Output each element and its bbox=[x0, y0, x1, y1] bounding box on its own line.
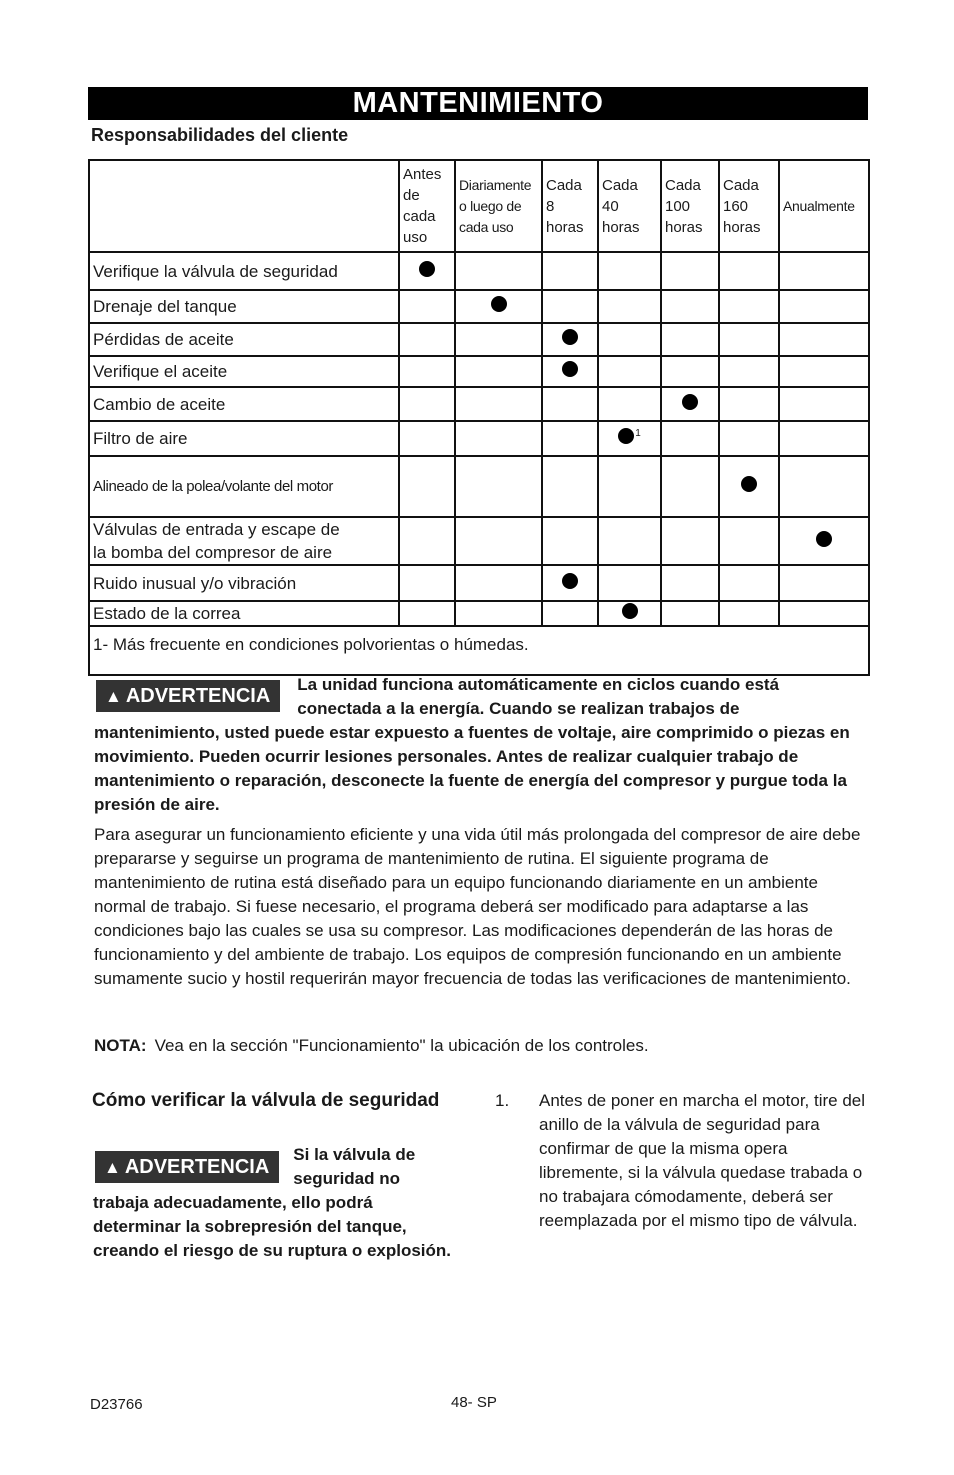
schedule-cell bbox=[598, 565, 661, 601]
schedule-cell bbox=[719, 290, 779, 323]
schedule-cell bbox=[719, 456, 779, 517]
schedule-mark-dot bbox=[562, 573, 578, 589]
table-row bbox=[89, 565, 869, 601]
schedule-cell bbox=[661, 565, 719, 601]
table-row bbox=[89, 252, 869, 290]
schedule-cell bbox=[779, 456, 869, 517]
schedule-cell bbox=[542, 565, 598, 601]
column-header-line: 8 bbox=[546, 197, 555, 215]
column-header-line: Cada bbox=[602, 176, 638, 194]
schedule-cell bbox=[455, 290, 542, 323]
column-header-line: 100 bbox=[665, 197, 691, 215]
schedule-cell bbox=[661, 252, 719, 290]
schedule-cell bbox=[542, 356, 598, 387]
schedule-cell bbox=[455, 323, 542, 356]
table-row bbox=[89, 356, 869, 387]
column-header bbox=[779, 160, 869, 252]
column-header bbox=[598, 160, 661, 252]
warning-badge: ▲ ADVERTENCIA bbox=[96, 680, 280, 712]
schedule-mark-dot bbox=[419, 261, 435, 277]
column-header-line: horas bbox=[546, 218, 584, 236]
column-header-line: horas bbox=[723, 218, 761, 236]
column-header-line: 40 bbox=[602, 197, 619, 215]
warning-triangle-icon: ▲ bbox=[104, 1158, 121, 1177]
schedule-cell bbox=[598, 323, 661, 356]
column-header-line: horas bbox=[665, 218, 703, 236]
schedule-cell bbox=[399, 252, 455, 290]
schedule-cell bbox=[542, 387, 598, 421]
column-header bbox=[719, 160, 779, 252]
schedule-cell bbox=[542, 601, 598, 626]
schedule-cell bbox=[719, 517, 779, 565]
note-label: NOTA: bbox=[94, 1036, 147, 1055]
step-text: Antes de poner en marcha el motor, tire del anillo de la válvula de seguridad para confirmar de que la misma opera libremente, si la válvula quedase trabada o no trabajara cómodamente, deberá ser reemplazada por el mismo tipo de válvula. bbox=[539, 1091, 866, 1230]
schedule-mark-dot bbox=[816, 531, 832, 547]
schedule-cell bbox=[455, 456, 542, 517]
column-header-line: cada uso bbox=[459, 218, 514, 235]
table-row bbox=[89, 290, 869, 323]
column-header bbox=[455, 160, 542, 252]
column-header-line: Anualmente bbox=[783, 197, 855, 214]
schedule-cell bbox=[661, 517, 719, 565]
maintenance-schedule-table bbox=[88, 159, 870, 676]
schedule-cell bbox=[598, 517, 661, 565]
valve-check-heading: Cómo verificar la válvula de seguridad bbox=[92, 1090, 440, 1111]
footnote-marker: 1 bbox=[635, 428, 641, 439]
document-code: D23766 bbox=[90, 1396, 143, 1413]
schedule-cell bbox=[399, 601, 455, 626]
schedule-cell bbox=[399, 323, 455, 356]
warning-safety-valve bbox=[93, 1143, 453, 1263]
note bbox=[94, 1036, 649, 1056]
table-row bbox=[89, 421, 869, 456]
schedule-cell bbox=[598, 252, 661, 290]
schedule-cell bbox=[542, 252, 598, 290]
task-label: Verifique el aceite bbox=[89, 356, 399, 387]
schedule-cell bbox=[598, 421, 661, 456]
schedule-cell bbox=[399, 356, 455, 387]
column-header-line: o luego de bbox=[459, 197, 522, 214]
schedule-cell bbox=[779, 565, 869, 601]
table-row bbox=[89, 456, 869, 517]
schedule-cell bbox=[455, 565, 542, 601]
page-title: MANTENIMIENTO bbox=[88, 87, 868, 120]
column-header bbox=[399, 160, 455, 252]
responsibilities-heading: Responsabilidades del cliente bbox=[91, 125, 349, 145]
schedule-cell bbox=[779, 387, 869, 421]
column-header-line: de bbox=[403, 187, 420, 204]
schedule-cell bbox=[598, 356, 661, 387]
schedule-cell bbox=[542, 456, 598, 517]
schedule-cell bbox=[598, 290, 661, 323]
schedule-cell bbox=[455, 356, 542, 387]
task-label: Ruido inusual y/o vibración bbox=[89, 565, 399, 601]
column-header-line: Cada bbox=[723, 176, 759, 194]
warning-text: Si la válvula de seguridad no trabaja adecuadamente, ello podrá determinar la sobrepresión del tanque, creando el riesgo de su ruptura o explosión. bbox=[93, 1145, 452, 1260]
table-footnote-row bbox=[89, 626, 869, 675]
schedule-cell bbox=[399, 565, 455, 601]
schedule-cell bbox=[661, 290, 719, 323]
schedule-cell bbox=[719, 387, 779, 421]
column-header-line: Antes bbox=[403, 166, 442, 183]
maintenance-paragraph: Para asegurar un funcionamiento eficiente y una vida útil más prolongada del compresor de aire debe prepararse y seguirse un programa de mantenimiento de rutina. El siguiente programa de mantenimiento de rutina está diseñado para un equipo funcionando diariamente en un ambiente normal de trabajo. Si fuese necesario, el programa deberá ser modificado para adaptarse a las condiciones bajo las cuales se usa su compresor. Las modificaciones dependerán de las horas de funcionamiento y del ambiente de trabajo. Los equipos de compresión funcionando en un ambiente sumamente sucio y hostil requerirán mayor frecuencia de todas las verificaciones de mantenimiento. bbox=[94, 825, 861, 988]
table-row bbox=[89, 517, 869, 565]
task-label bbox=[89, 517, 399, 565]
schedule-cell bbox=[779, 356, 869, 387]
schedule-cell bbox=[661, 456, 719, 517]
step-number: 1. bbox=[495, 1091, 510, 1110]
schedule-cell bbox=[719, 421, 779, 456]
schedule-cell bbox=[542, 290, 598, 323]
header-empty-cell bbox=[89, 160, 399, 252]
schedule-cell bbox=[399, 421, 455, 456]
schedule-cell bbox=[661, 356, 719, 387]
valve-step-1 bbox=[495, 1089, 875, 1233]
schedule-cell bbox=[455, 387, 542, 421]
column-header-line: horas bbox=[602, 218, 640, 236]
schedule-cell bbox=[399, 290, 455, 323]
page-number: 48- SP bbox=[451, 1394, 497, 1411]
column-header-line: cada bbox=[403, 208, 436, 225]
schedule-cell bbox=[542, 517, 598, 565]
task-label: Pérdidas de aceite bbox=[89, 323, 399, 356]
column-header bbox=[542, 160, 598, 252]
note-text: Vea en la sección "Funcionamiento" la ubicación de los controles. bbox=[154, 1036, 649, 1055]
schedule-cell bbox=[661, 601, 719, 626]
task-label: Drenaje del tanque bbox=[89, 290, 399, 323]
schedule-cell bbox=[399, 456, 455, 517]
task-label-line: Válvulas de entrada y escape de bbox=[93, 520, 340, 539]
schedule-mark-dot bbox=[562, 361, 578, 377]
task-label: Verifique la válvula de seguridad bbox=[89, 252, 399, 290]
schedule-cell bbox=[661, 387, 719, 421]
warning-automatic-operation bbox=[94, 673, 864, 817]
column-header-line: uso bbox=[403, 229, 428, 246]
column-header-line: 160 bbox=[723, 197, 749, 215]
task-label-line: la bomba del compresor de aire bbox=[93, 543, 333, 562]
schedule-cell bbox=[542, 421, 598, 456]
schedule-cell bbox=[455, 517, 542, 565]
table-row bbox=[89, 323, 869, 356]
schedule-cell bbox=[399, 387, 455, 421]
schedule-cell bbox=[719, 323, 779, 356]
schedule-cell bbox=[399, 517, 455, 565]
table-row bbox=[89, 387, 869, 421]
schedule-cell bbox=[455, 421, 542, 456]
task-label: Filtro de aire bbox=[89, 421, 399, 456]
schedule-cell bbox=[455, 252, 542, 290]
warning-triangle-icon: ▲ bbox=[105, 687, 122, 706]
schedule-cell bbox=[779, 517, 869, 565]
schedule-cell bbox=[719, 356, 779, 387]
schedule-cell bbox=[779, 601, 869, 626]
column-header-line: Cada bbox=[665, 176, 701, 194]
schedule-cell bbox=[719, 252, 779, 290]
schedule-cell bbox=[719, 601, 779, 626]
schedule-mark-dot bbox=[491, 296, 507, 312]
column-header bbox=[661, 160, 719, 252]
schedule-cell bbox=[455, 601, 542, 626]
task-label: Estado de la correa bbox=[89, 601, 399, 626]
schedule-mark-dot bbox=[682, 394, 698, 410]
warning-text: La unidad funciona automáticamente en ciclos cuando está conectada a la energía. Cuando se realizan trabajos de mantenimiento, usted puede estar expuesto a fuentes de voltaje, aire comprimido o piezas en movimiento. Pueden ocurrir lesiones personales. Antes de realizar cualquier trabajo de mantenimiento o reparación, desconecte la fuente de energía del compresor y purgue toda la presión de aire. bbox=[94, 675, 850, 814]
schedule-mark-dot bbox=[562, 329, 578, 345]
task-label: Cambio de aceite bbox=[89, 387, 399, 421]
schedule-cell bbox=[598, 601, 661, 626]
schedule-mark-dot bbox=[618, 428, 634, 444]
column-header-line: Diariamente bbox=[459, 176, 532, 193]
table-header-row bbox=[89, 160, 869, 252]
schedule-cell bbox=[598, 456, 661, 517]
schedule-cell bbox=[779, 421, 869, 456]
schedule-cell bbox=[779, 252, 869, 290]
schedule-cell bbox=[542, 323, 598, 356]
table-row bbox=[89, 601, 869, 626]
warning-badge: ▲ ADVERTENCIA bbox=[95, 1151, 279, 1183]
column-header-line: Cada bbox=[546, 176, 582, 194]
schedule-cell bbox=[779, 290, 869, 323]
schedule-cell bbox=[779, 323, 869, 356]
schedule-cell bbox=[719, 565, 779, 601]
schedule-mark-dot bbox=[741, 476, 757, 492]
schedule-cell bbox=[661, 421, 719, 456]
table-footnote: 1- Más frecuente en condiciones polvorientas o húmedas. bbox=[89, 626, 869, 675]
task-label: Alineado de la polea/volante del motor bbox=[89, 456, 399, 517]
schedule-cell bbox=[661, 323, 719, 356]
schedule-mark-dot bbox=[622, 603, 638, 619]
schedule-cell bbox=[598, 387, 661, 421]
